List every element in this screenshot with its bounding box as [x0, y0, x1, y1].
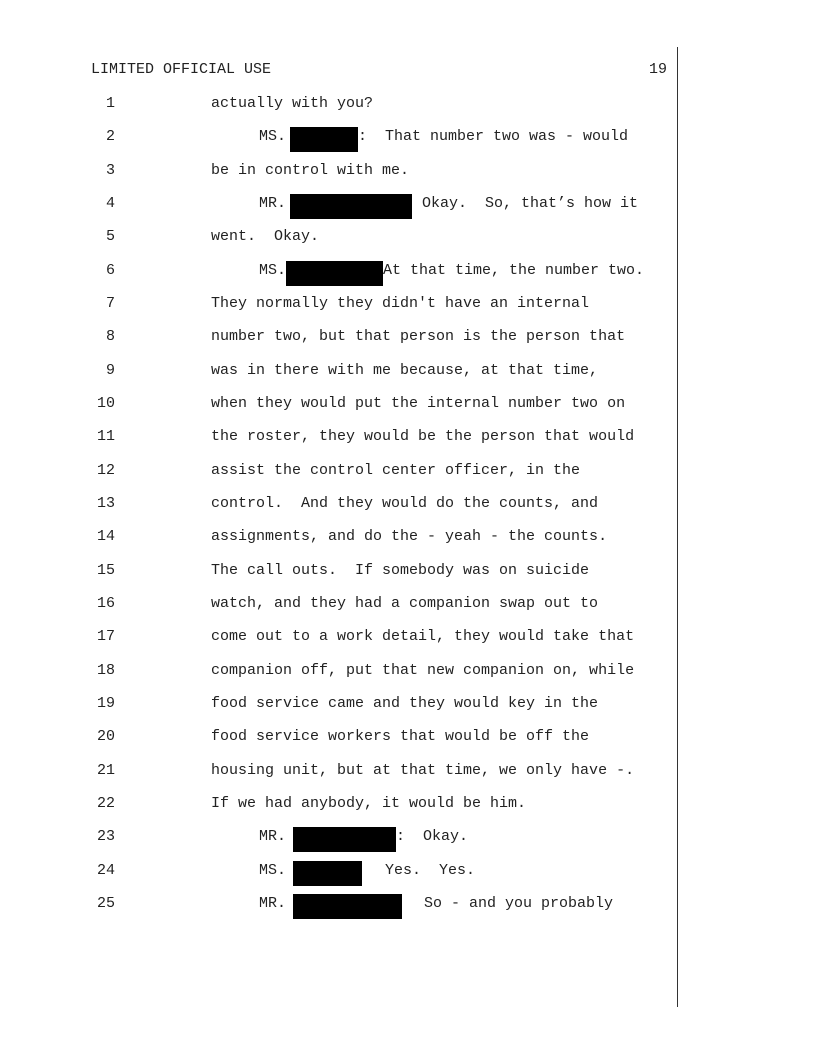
- line-text: when they would put the internal number two on: [211, 395, 626, 412]
- line-text: assist the control center officer, in the: [211, 462, 581, 479]
- transcript-line: [0, 394, 677, 414]
- line-number: 24: [96, 862, 115, 879]
- line-text: If we had anybody, it would be him.: [211, 795, 527, 812]
- redaction-box: [286, 261, 383, 286]
- line-number: 4: [105, 195, 115, 212]
- transcript-line: [0, 361, 677, 381]
- line-text: went. Okay.: [211, 228, 320, 245]
- line-text: actually with you?: [211, 95, 374, 112]
- transcript-line: [0, 194, 677, 214]
- transcript-line: [0, 461, 677, 481]
- line-text: : That number two was - would: [358, 128, 629, 145]
- speaker-prefix: MS.: [259, 128, 287, 145]
- line-number: 2: [105, 128, 115, 145]
- transcript-line: [0, 494, 677, 514]
- line-number: 14: [96, 528, 115, 545]
- transcript-line: [0, 261, 677, 281]
- transcript-line: [0, 527, 677, 547]
- line-number: 17: [96, 628, 115, 645]
- line-number: 16: [96, 595, 115, 612]
- line-text: control. And they would do the counts, and: [211, 495, 599, 512]
- line-number: 5: [105, 228, 115, 245]
- transcript-line: [0, 894, 677, 914]
- classification-header: LIMITED OFFICIAL USE: [91, 61, 272, 78]
- right-margin-rule: [677, 47, 678, 1007]
- transcript-line: [0, 94, 677, 114]
- line-number: 8: [105, 328, 115, 345]
- line-number: 3: [105, 162, 115, 179]
- line-text: watch, and they had a companion swap out to: [211, 595, 599, 612]
- redaction-box: [293, 894, 402, 919]
- transcript-line: [0, 627, 677, 647]
- transcript-line: [0, 327, 677, 347]
- line-text: food service came and they would key in the: [211, 695, 599, 712]
- transcript-line: [0, 427, 677, 447]
- transcript-line: [0, 161, 677, 181]
- line-text: the roster, they would be the person that would: [211, 428, 635, 445]
- line-number: 18: [96, 662, 115, 679]
- line-number: 7: [105, 295, 115, 312]
- transcript-line: [0, 727, 677, 747]
- line-number: 19: [96, 695, 115, 712]
- speaker-prefix: MR.: [259, 828, 287, 845]
- line-text: assignments, and do the - yeah - the counts.: [211, 528, 608, 545]
- speaker-prefix: MS.: [259, 262, 287, 279]
- transcript-line: [0, 827, 677, 847]
- line-text: come out to a work detail, they would take that: [211, 628, 635, 645]
- line-text: food service workers that would be off the: [211, 728, 590, 745]
- transcript-line: [0, 761, 677, 781]
- redaction-box: [290, 127, 358, 152]
- redaction-box: [290, 194, 412, 219]
- transcript-line: [0, 861, 677, 881]
- speaker-prefix: MR.: [259, 195, 287, 212]
- line-number: 9: [105, 362, 115, 379]
- line-number: 25: [96, 895, 115, 912]
- redaction-box: [293, 861, 362, 886]
- line-number: 23: [96, 828, 115, 845]
- transcript-line: [0, 227, 677, 247]
- line-text: They normally they didn't have an internal: [211, 295, 590, 312]
- line-number: 10: [96, 395, 115, 412]
- line-number: 12: [96, 462, 115, 479]
- line-number: 21: [96, 762, 115, 779]
- speaker-prefix: MS.: [259, 862, 287, 879]
- line-text: So - and you probably: [424, 895, 614, 912]
- transcript-line: [0, 794, 677, 814]
- line-text: : Okay.: [396, 828, 469, 845]
- line-number: 15: [96, 562, 115, 579]
- transcript-line: [0, 694, 677, 714]
- line-text: number two, but that person is the person that: [211, 328, 626, 345]
- line-text: At that time, the number two.: [383, 262, 645, 279]
- line-number: 20: [96, 728, 115, 745]
- line-text: housing unit, but at that time, we only have -.: [211, 762, 635, 779]
- line-text: The call outs. If somebody was on suicide: [211, 562, 590, 579]
- line-number: 11: [96, 428, 115, 445]
- line-text: companion off, put that new companion on, while: [211, 662, 635, 679]
- line-number: 22: [96, 795, 115, 812]
- transcript-line: [0, 661, 677, 681]
- transcript-line: [0, 294, 677, 314]
- transcript-line: [0, 127, 677, 147]
- page-number: 19: [648, 61, 667, 78]
- line-number: 13: [96, 495, 115, 512]
- line-number: 6: [105, 262, 115, 279]
- redaction-box: [293, 827, 396, 852]
- line-text: Yes. Yes.: [385, 862, 476, 879]
- line-text: be in control with me.: [211, 162, 410, 179]
- transcript-line: [0, 594, 677, 614]
- line-text: Okay. So, that’s how it: [422, 195, 639, 212]
- speaker-prefix: MR.: [259, 895, 287, 912]
- transcript-line: [0, 561, 677, 581]
- line-text: was in there with me because, at that time,: [211, 362, 599, 379]
- line-number: 1: [105, 95, 115, 112]
